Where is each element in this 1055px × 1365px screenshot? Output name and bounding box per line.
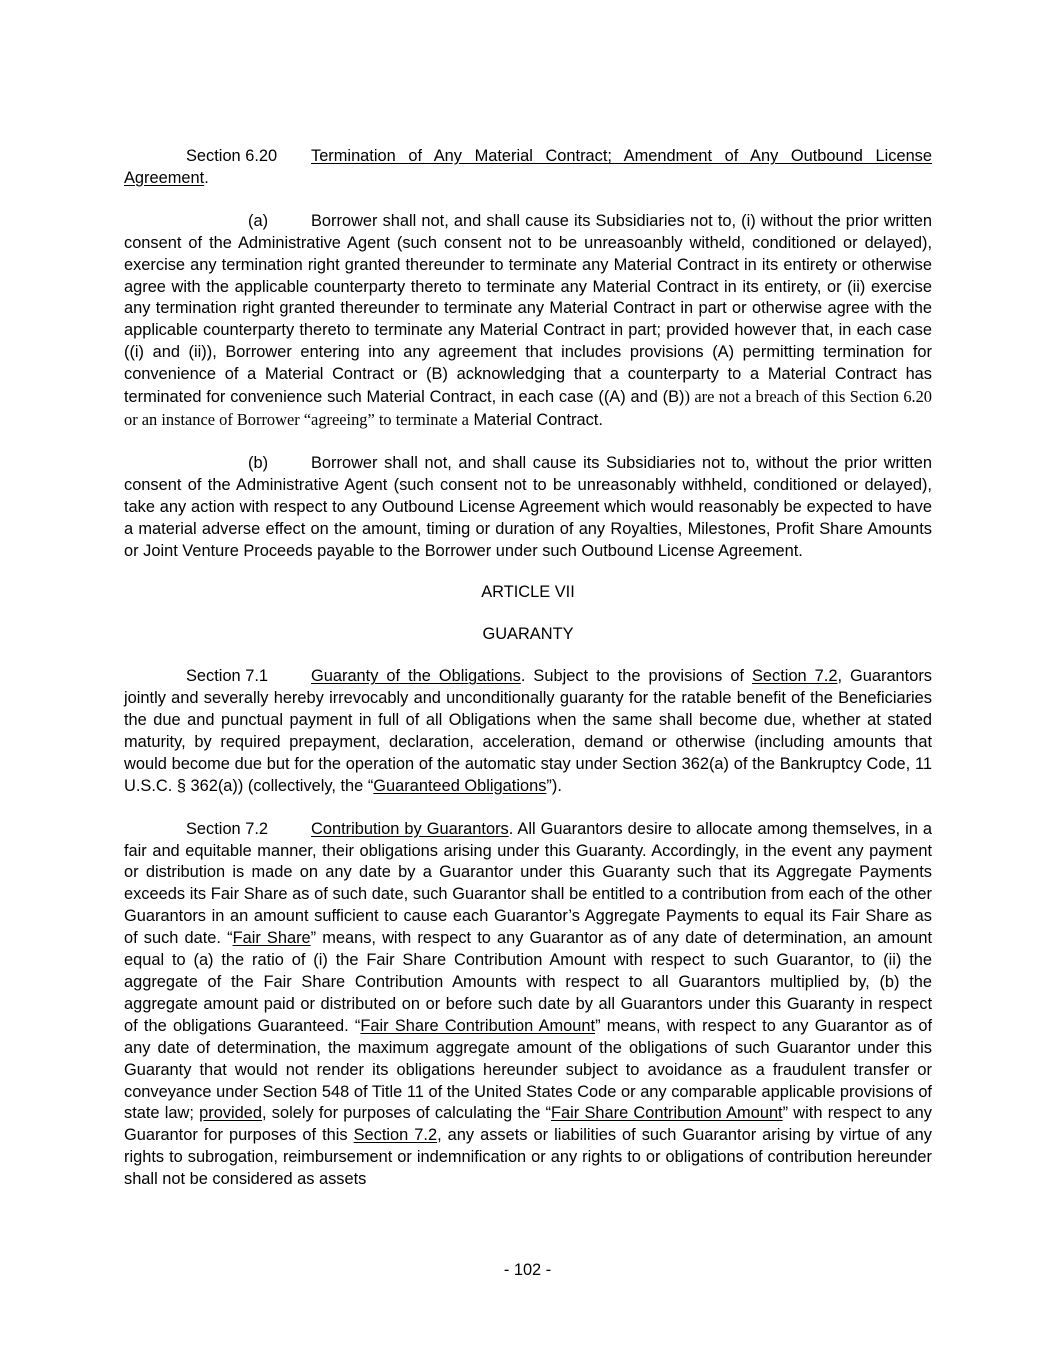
- section-text: ” means, with respect to any Guarantor as of any date of determination, the maximum aggregate amount of the obligations of such Guarantor under this Guaranty that would not render its obligations hereunder subject to avoidance as a fraudulent transfer or conveyance under Section 548 of Title 11 of the United States Code or any comparable applicable provisions of state law;: [124, 1016, 932, 1123]
- section-title: Contribution by Guarantors: [311, 819, 509, 838]
- section-reference: Section 7.2: [752, 667, 838, 686]
- section-text: ” means, with respect to any Guarantor as of any date of determination, an amount equal to (a) the ratio of (i) the Fair Share Contribution Amount with respect to such Guarantor, to (ii) the aggregate of the Fair Share Contribution Amounts with respect to all Guarantors multiplied by, (b) the aggregate amount paid or distributed on or before such date by all Guarantors under this Guaranty in respect of the obligations Guaranteed. “: [124, 929, 933, 1035]
- article-heading: ARTICLE VII: [481, 583, 575, 602]
- section-title-period: .: [204, 168, 209, 187]
- section-text: . All Guarantors desire to allocate among themselves, in a fair and equitable manner, their obligations arising under this Guaranty. Accordingly, in the event any payment or distribution is made on any date by a Guarantor under this Guaranty such that its Aggregate Payments exceeds its Fair Share as of such date, such Guarantor shall be entitled to a contribution from each of the other Guarantors in an amount sufficient to cause each Guarantor’s Aggregate Payments to equal its Fair Share as of such date. “: [124, 819, 933, 948]
- section-text: . Subject to the provisions of: [520, 667, 752, 686]
- section-7-2: [124, 819, 932, 1191]
- page-body: [124, 146, 932, 1191]
- section-number: Section 6.20: [186, 147, 278, 165]
- provided-term: provided: [199, 1104, 263, 1123]
- subsection-label: (a): [248, 211, 269, 230]
- page-number: - 102 -: [503, 1261, 552, 1279]
- section-title: Termination of Any Material Contract; Amendment of Any Outbound License Agreement: [124, 147, 932, 187]
- paragraph-text-end: Material Contract.: [473, 410, 603, 429]
- paragraph-6-20-a: [124, 211, 932, 432]
- article-title: GUARANTY: [482, 625, 574, 644]
- paragraph-text: Borrower shall not, and shall cause its Subsidiaries not to, without the prior written consent of the Administrative Agent (such consent not to be unreasonably withheld, conditioned or delayed), take any action with respect to any Outbound License Agreement which would reasonably be expected to have a material adverse effect on the amount, timing or duration of any Royalties, Milestones, Profit Share Amounts or Joint Venture Proceeds payable to the Borrower under such Outbound License Agreement.: [124, 453, 932, 560]
- section-title: Guaranty of the Obligations: [311, 667, 521, 686]
- section-text: , Guarantors jointly and severally hereby irrevocably and unconditionally guaranty for the ratable benefit of the Beneficiaries the due and punctual payment in full of all Obligations when the same shall become due, whether at stated maturity, by required prepayment, declaration, acceleration, demand or otherwise (including amounts that would become due but for the operation of the automatic stay under Section 362(a) of the Bankruptcy Code, 11 U.S.C. § 362(a)) (collectively, the “: [124, 667, 932, 795]
- paragraph-text-serif: ) are not a breach of this Section 6.20 or an instance of Borrower “agreeing” to terminate a: [124, 387, 932, 429]
- paragraph-6-20-b: [124, 453, 932, 563]
- section-6-20-heading: [124, 146, 932, 190]
- subsection-label: (b): [248, 453, 269, 472]
- section-number: Section 7.2: [186, 819, 269, 838]
- section-text: , solely for purposes of calculating the “: [262, 1104, 551, 1123]
- section-text: ” with respect to any Guarantor for purposes of this: [124, 1104, 932, 1145]
- section-7-1: [124, 666, 932, 797]
- defined-term: Fair Share Contribution Amount: [551, 1104, 783, 1123]
- paragraph-text: Borrower shall not, and shall cause its Subsidiaries not to, (i) without the prior written consent of the Administrative Agent (such consent not to be unreasoanbly witheld, conditioned or delayed), exercise any termination right granted thereunder to terminate any Material Contract in its entirety or otherwise agree with the applicable counterparty thereto to terminate any Material Contract in its entirety, or (ii) exercise any termination right granted thereunder to terminate any Material Contract in part or otherwise agree with the applicable counterparty thereto to terminate any Material Contract in part; provided however that, in each case ((i) and (ii)), Borrower entering into any agreement that includes provisions (A) permitting termination for convenience of a Material Contract or (B) acknowledging that a counterparty to a Material Contract has terminated for convenience such Material Contract, in each case ((A) and (B): [124, 211, 932, 407]
- section-text: , any assets or liabilities of such Guarantor arising by virtue of any rights to subrogation, reimbursement or indemnification or any rights to or obligations of contribution hereunder shall not be considered as assets: [124, 1126, 932, 1189]
- section-reference: Section 7.2: [353, 1126, 438, 1145]
- defined-term: Fair Share: [232, 929, 311, 948]
- section-text: ”).: [546, 776, 562, 795]
- defined-term: Fair Share Contribution Amount: [360, 1016, 596, 1035]
- defined-term: Guaranteed Obligations: [373, 776, 547, 795]
- section-number: Section 7.1: [186, 667, 269, 686]
